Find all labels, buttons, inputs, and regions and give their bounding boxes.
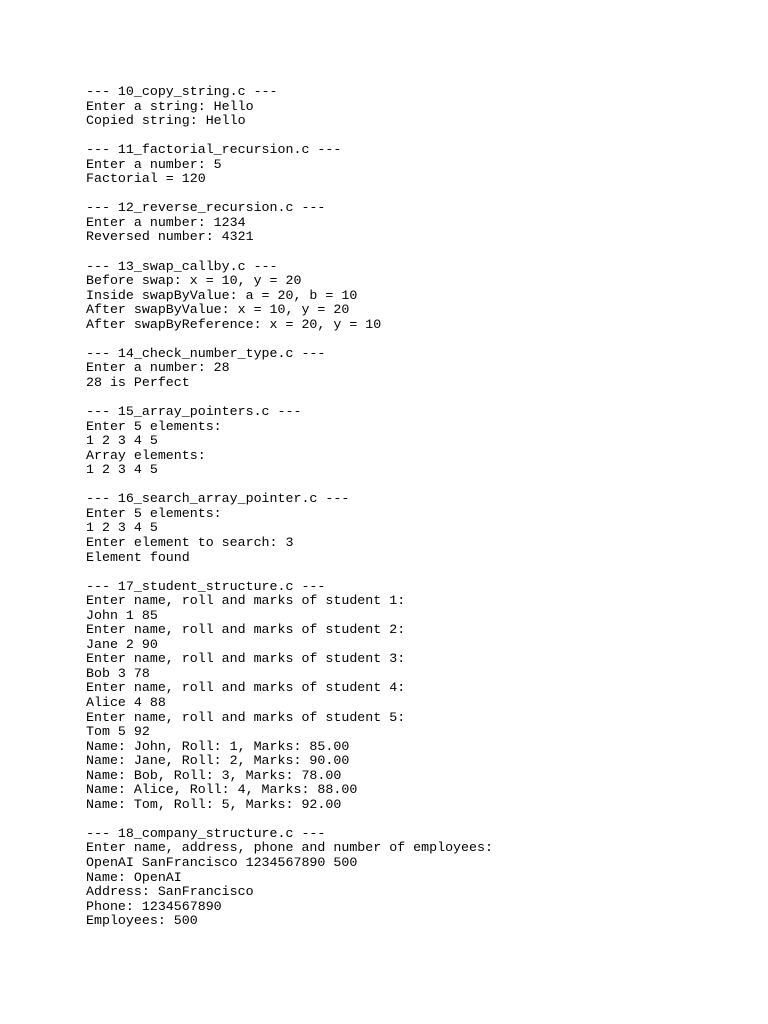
program-output-document [86, 85, 746, 943]
section-header: --- 12_reverse_recursion.c --- [86, 200, 326, 216]
output-section [86, 827, 746, 929]
output-line: Jane 2 90 [86, 636, 158, 652]
output-line: Enter element to search: 3 [86, 534, 294, 550]
output-line: Name: Jane, Roll: 2, Marks: 90.00 [86, 753, 350, 769]
output-line: Enter name, roll and marks of student 5: [86, 709, 406, 725]
output-line: Alice 4 88 [86, 694, 166, 710]
output-section [86, 201, 746, 245]
output-line: Enter 5 elements: [86, 418, 222, 434]
section-header: --- 16_search_array_pointer.c --- [86, 491, 350, 507]
output-line: Before swap: x = 10, y = 20 [86, 273, 302, 289]
output-line: Reversed number: 4321 [86, 229, 254, 245]
output-line: Enter name, roll and marks of student 3: [86, 651, 406, 667]
section-header: --- 14_check_number_type.c --- [86, 345, 326, 361]
section-header: --- 10_copy_string.c --- [86, 84, 278, 99]
output-section [86, 405, 746, 478]
output-line: Name: Bob, Roll: 3, Marks: 78.00 [86, 767, 342, 783]
output-line: 1 2 3 4 5 [86, 520, 158, 536]
output-line: Inside swapByValue: a = 20, b = 10 [86, 287, 358, 303]
output-line: Name: Alice, Roll: 4, Marks: 88.00 [86, 782, 358, 798]
output-line: Enter name, roll and marks of student 1: [86, 593, 406, 609]
output-section [86, 85, 746, 129]
output-line: Enter a number: 28 [86, 360, 230, 376]
output-line: Address: SanFrancisco [86, 884, 254, 900]
output-line: Enter a string: Hello [86, 98, 254, 114]
output-line: Enter a number: 1234 [86, 214, 246, 230]
output-line: After swapByReference: x = 20, y = 10 [86, 316, 382, 332]
output-line: Enter a number: 5 [86, 156, 222, 172]
section-header: --- 18_company_structure.c --- [86, 825, 326, 841]
output-section [86, 143, 746, 187]
output-line: 1 2 3 4 5 [86, 462, 158, 478]
output-line: Name: Tom, Roll: 5, Marks: 92.00 [86, 796, 342, 812]
output-line: OpenAI SanFrancisco 1234567890 500 [86, 854, 358, 870]
section-header: --- 17_student_structure.c --- [86, 578, 326, 594]
output-line: 1 2 3 4 5 [86, 433, 158, 449]
output-line: Copied string: Hello [86, 113, 246, 129]
output-line: After swapByValue: x = 10, y = 20 [86, 302, 350, 318]
output-line: Bob 3 78 [86, 665, 150, 681]
output-line: Name: OpenAI [86, 869, 182, 885]
output-line: Name: John, Roll: 1, Marks: 85.00 [86, 738, 350, 754]
output-line: 28 is Perfect [86, 374, 190, 390]
output-line: Element found [86, 549, 190, 565]
section-header: --- 13_swap_callby.c --- [86, 258, 278, 274]
section-header: --- 11_factorial_recursion.c --- [86, 142, 342, 158]
output-section [86, 260, 746, 333]
output-section [86, 580, 746, 813]
output-line: John 1 85 [86, 607, 158, 623]
output-section [86, 347, 746, 391]
output-line: Employees: 500 [86, 913, 198, 929]
output-line: Enter name, roll and marks of student 2: [86, 622, 406, 638]
output-section [86, 492, 746, 565]
section-header: --- 15_array_pointers.c --- [86, 404, 302, 420]
output-line: Tom 5 92 [86, 724, 150, 740]
output-line: Phone: 1234567890 [86, 898, 222, 914]
output-line: Factorial = 120 [86, 171, 206, 187]
output-line: Enter 5 elements: [86, 505, 222, 521]
output-line: Array elements: [86, 447, 206, 463]
output-line: Enter name, roll and marks of student 4: [86, 680, 406, 696]
output-line: Enter name, address, phone and number of employees: [86, 840, 493, 856]
